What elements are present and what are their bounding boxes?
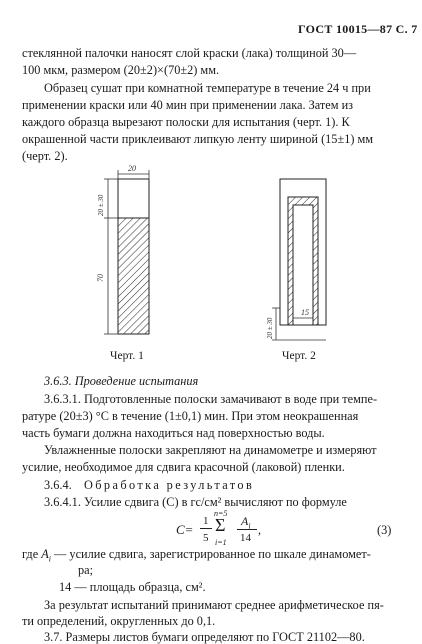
- figures-drawing: [0, 160, 422, 370]
- formula-frac-num: 1: [203, 515, 209, 527]
- para-3-6-3-1-line-1: 3.6.3.1. Подготовленные полоски замачивают в воде при темпе-: [44, 392, 378, 406]
- tail-line-3: 3.7. Размеры листов бумаги определяют по ГОСТ 21102—80.: [44, 630, 365, 644]
- formula-sum-sign: Σ: [215, 515, 226, 535]
- page-header: ГОСТ 10015—87 С. 7: [298, 22, 418, 36]
- body-line-1: стеклянной палочки наносят слой краски (лака) толщиной 30—: [22, 46, 357, 60]
- formula-comma: ,: [258, 523, 262, 537]
- body-line-5: каждого образца вырезают полоски для испытания (черт. 1). К: [22, 115, 350, 129]
- fig2-dim-side: 20 ± 30: [266, 317, 274, 339]
- para-wet-line-2: усилие, необходимое для сдвига красочной (лаковой) пленки.: [22, 460, 345, 474]
- formula-sum-top: n=5: [214, 509, 228, 518]
- fig2-dim-tape: 15: [301, 308, 309, 317]
- tail-line-1: За результат испытаний принимают среднее арифметическое пя-: [44, 598, 384, 612]
- body-line-4: применении краски или 40 мин при применении лака. Затем из: [22, 98, 354, 112]
- formula-a-symbol: A: [241, 514, 249, 528]
- fig1-caption: Черт. 1: [110, 350, 144, 362]
- def-14: 14 — площадь образца, см².: [59, 580, 206, 594]
- fig1-painted-area: [118, 218, 149, 334]
- fig2-caption: Черт. 2: [282, 350, 316, 362]
- formula-frac-bar: [200, 528, 212, 529]
- body-line-7: (черт. 2).: [22, 149, 68, 163]
- fig1-dim-width: 20: [128, 164, 136, 173]
- fig1-dim-side: 70: [96, 274, 105, 282]
- section-3-6-4-number: 3.6.4.: [44, 478, 72, 492]
- tail-line-2: ти определений, округленных до 0,1.: [22, 614, 216, 628]
- formula-a-bar: [237, 529, 257, 530]
- para-3-6-3-1-line-3: часть бумаги должна находиться над поверхностью воды.: [22, 426, 325, 440]
- fig1-dim-top: 20 ± 30: [97, 194, 105, 216]
- section-3-6-3-heading: 3.6.3. Проведение испытания: [44, 374, 199, 388]
- section-3-6-4-heading: Обработка результатов: [84, 478, 255, 492]
- figure-2: [266, 179, 326, 340]
- formula-a-subscript: i: [248, 521, 251, 531]
- def-where-line: [22, 547, 371, 566]
- def-a-text: — усилие сдвига, зарегистрированное по шкале динамомет-: [50, 547, 371, 561]
- formula-a-den: 14: [240, 532, 251, 544]
- formula-lhs: C=: [176, 522, 194, 537]
- def-a-text-cont: ра;: [78, 563, 94, 577]
- para-3-6-4-1: 3.6.4.1. Усилие сдвига (С) в гс/см² вычисляют по формуле: [44, 495, 347, 509]
- formula-sum-bottom: i=1: [215, 538, 227, 547]
- para-3-6-3-1-line-2: ратуре (20±3) °С в течение (1±0,1) мин. При этом неокрашенная: [22, 409, 359, 423]
- figure-1: [96, 164, 149, 334]
- formula-frac-den: 5: [203, 532, 209, 544]
- formula-number: (3): [377, 523, 392, 537]
- body-line-6: окрашенной части приклеивают липкую ленту шириной (15±1) мм: [22, 132, 374, 146]
- para-wet-line-1: Увлажненные полоски закрепляют на динамометре и измеряют: [44, 443, 377, 457]
- def-where: где: [22, 547, 39, 561]
- body-line-3: Образец сушат при комнатной температуре в течение 24 ч при: [44, 81, 371, 95]
- def-a-subscript: i: [48, 554, 51, 564]
- def-a-symbol: A: [41, 547, 49, 561]
- body-line-2: 100 мкм, размером (20±2)×(70±2) мм.: [22, 63, 220, 77]
